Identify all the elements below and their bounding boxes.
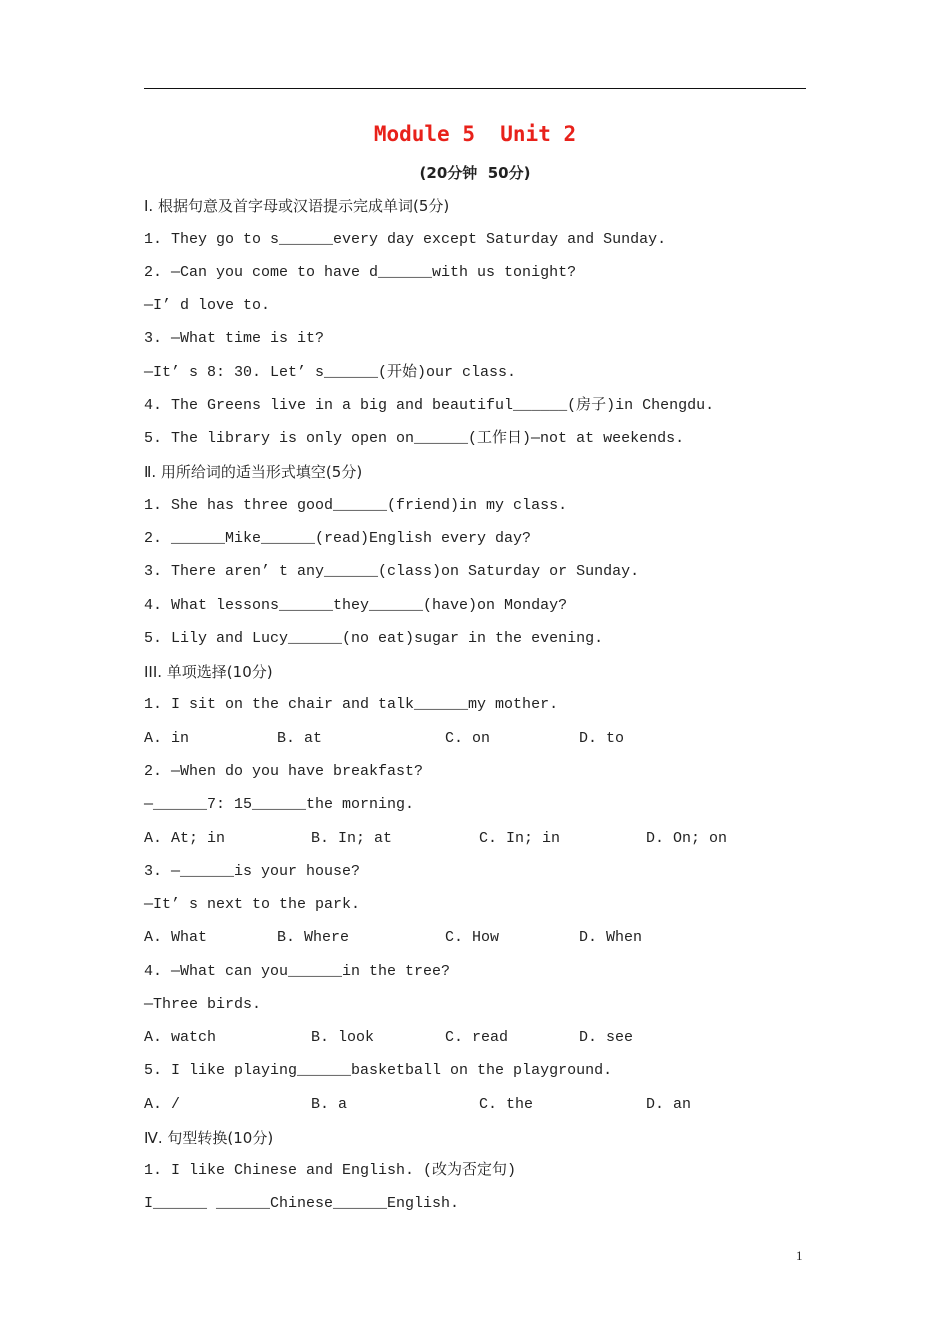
question-line: 2. —Can you come to have d______with us tonight?	[144, 264, 577, 281]
option-a: A. At; in	[144, 830, 226, 847]
option-a: A. /	[144, 1096, 181, 1113]
question-line: 3. —What time is it?	[144, 330, 325, 347]
question-line: 5. I like playing______basketball on the playground.	[144, 1062, 613, 1079]
option-c: C. In; in	[479, 830, 561, 847]
option-d: D. When	[579, 929, 643, 946]
option-b: B. In; at	[311, 830, 393, 847]
question-line: 1. I like Chinese and English. (改为否定句)	[144, 1162, 517, 1179]
answer-line: —It’ s 8: 30. Let’ s______(开始)our class.	[144, 364, 517, 381]
answer-line: —It’ s next to the park.	[144, 896, 361, 913]
section-heading-2: Ⅱ. 用所给词的适当形式填空(5分)	[144, 463, 363, 481]
section-heading-1: Ⅰ. 根据句意及首字母或汉语提示完成单词(5分)	[144, 197, 450, 215]
question-line: 1. They go to s______every day except Saturday and Sunday.	[144, 231, 667, 248]
option-c: C. read	[445, 1029, 509, 1046]
header-rule	[144, 88, 806, 89]
option-b: B. look	[311, 1029, 375, 1046]
option-a: A. watch	[144, 1029, 217, 1046]
option-c: C. the	[479, 1096, 534, 1113]
option-b: B. Where	[277, 929, 350, 946]
question-line: 4. —What can you______in the tree?	[144, 963, 451, 980]
option-a: A. in	[144, 730, 190, 747]
question-line: 4. What lessons______they______(have)on Monday?	[144, 597, 568, 614]
option-d: D. an	[646, 1096, 692, 1113]
question-line: 3. —______is your house?	[144, 863, 361, 880]
option-c: C. How	[445, 929, 500, 946]
question-line: 5. Lily and Lucy______(no eat)sugar in the evening.	[144, 630, 604, 647]
answer-line: —______7: 15______the morning.	[144, 796, 415, 813]
option-a: A. What	[144, 929, 208, 946]
page-subtitle: (20分钟 50分)	[419, 164, 531, 182]
option-c: C. on	[445, 730, 491, 747]
question-line: 1. She has three good______(friend)in my class.	[144, 497, 568, 514]
option-d: D. to	[579, 730, 625, 747]
question-line: 3. There aren’ t any______(class)on Saturday or Sunday.	[144, 563, 640, 580]
page-number: 1	[796, 1248, 803, 1263]
option-d: D. see	[579, 1029, 634, 1046]
answer-line: —I’ d love to.	[144, 297, 271, 314]
page-title: Module 5 Unit 2	[373, 122, 577, 146]
option-b: B. a	[311, 1096, 348, 1113]
answer-line: I______ ______Chinese______English.	[144, 1195, 460, 1212]
answer-line: —Three birds.	[144, 996, 262, 1013]
question-line: 1. I sit on the chair and talk______my mother.	[144, 696, 559, 713]
question-line: 2. —When do you have breakfast?	[144, 763, 424, 780]
option-d: D. On; on	[646, 830, 728, 847]
question-line: 2. ______Mike______(read)English every day?	[144, 530, 532, 547]
question-line: 4. The Greens live in a big and beautiful______(房子)in Chengdu.	[144, 397, 715, 414]
option-b: B. at	[277, 730, 323, 747]
question-line: 5. The library is only open on______(工作日)—not at weekends.	[144, 430, 685, 447]
section-heading-3: III. 单项选择(10分)	[144, 663, 273, 681]
section-heading-4: Ⅳ. 句型转换(10分)	[144, 1129, 274, 1147]
